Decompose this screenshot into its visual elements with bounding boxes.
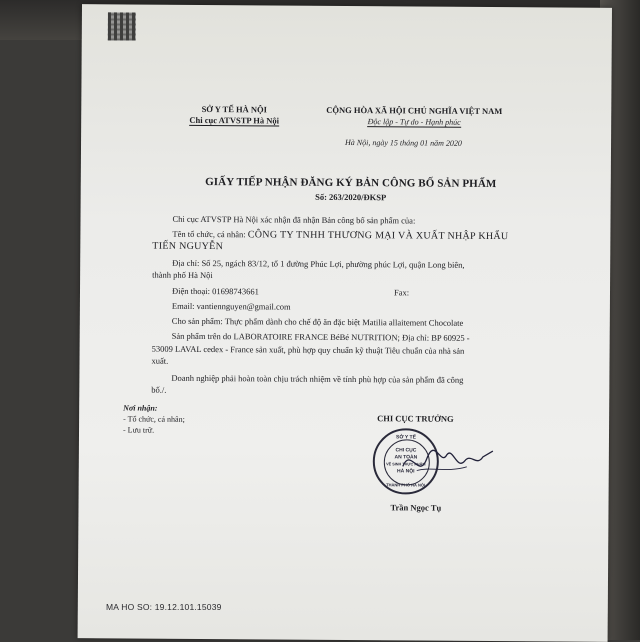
responsibility-line: Doanh nghiệp phải hoàn toàn chịu trách nhiệm về tính phù hợp của sản phẩm đã công <box>171 372 464 385</box>
signatory-title: CHI CỤC TRƯỞNG <box>377 413 454 424</box>
address-line-cont: thành phố Hà Nội <box>152 269 213 281</box>
document-title: GIẤY TIẾP NHẬN ĐĂNG KÝ BẢN CÔNG BỐ SẢN PHẨM <box>205 176 497 191</box>
signatory-name: Trần Ngọc Tụ <box>390 502 442 513</box>
fax-line: Fax: <box>393 287 410 298</box>
recipient-item: - Tổ chức, cá nhân; <box>123 414 185 424</box>
sub-department-name: Chi cục ATVSTP Hà Nội <box>189 114 280 126</box>
product-line: Cho sản phẩm: Thực phẩm dành cho chế độ ăn đặc biệt Matilia allaitement Chocolate <box>171 315 464 328</box>
responsibility-line-2: bố./. <box>151 384 167 395</box>
republic-heading: CỘNG HÒA XÃ HỘI CHỦ NGHĨA VIỆT NAM <box>326 104 503 117</box>
producer-line-3: xuất. <box>151 355 169 366</box>
dossier-code: MA HO SO: 19.12.101.15039 <box>106 602 222 612</box>
recipient-item: - Lưu trữ. <box>123 425 155 435</box>
recipients-heading: Nơi nhận: <box>123 403 158 413</box>
document-page <box>78 4 612 642</box>
organization-name: CÔNG TY TNHH THƯƠNG MẠI VÀ XUẤT NHẬP KHẨU <box>247 229 509 243</box>
producer-line: Sản phẩm trên do LABORATOIRE FRANCE BéBé NUTRITION; Địa chỉ: BP 60925 - <box>171 330 470 343</box>
product-name: Matilia allaitement Chocolate <box>362 317 464 328</box>
department-name: SỞ Y TẾ HÀ NỘI <box>201 103 267 115</box>
email-line: Email: vantiennguyen@gmail.com <box>171 300 291 312</box>
document-number: Số: 263/2020/ĐKSP <box>315 191 387 203</box>
organization-name-cont: TIẾN NGUYỄN <box>152 240 224 253</box>
national-motto: Độc lập - Tự do - Hạnh phúc <box>367 117 461 127</box>
signature-scribble <box>397 436 497 487</box>
official-seal: SỞ Y TẾ CHI CỤC AN TOÀN VỆ SINH THỰC PHẨM HÀ NỘI THÀNH PHỐ HÀ NỘI <box>373 428 439 494</box>
organization-line: Tên tổ chức, cá nhân: CÔNG TY TNHH THƯƠNG MẠI VÀ XUẤT NHẬP KHẨU <box>172 228 509 243</box>
issue-date: Hà Nội, ngày 15 tháng 01 năm 2020 <box>345 137 462 148</box>
qr-code-icon <box>108 12 136 40</box>
producer-line-2: 53009 LAVAL cedex - France sản xuất, phù hợp quy chuẩn kỹ thuật Tiêu chuẩn của nhà sản <box>151 343 465 356</box>
phone-line: Điện thoại: 01698743661 <box>171 285 259 297</box>
address-line: Địa chỉ: Số 25, ngách 83/12, tổ 1 đường Phúc Lợi, phường phúc Lợi, quận Long biên, <box>172 257 465 270</box>
intro-text: Chi cục ATVSTP Hà Nội xác nhận đã nhận Bản công bố sản phẩm của: <box>172 213 416 226</box>
